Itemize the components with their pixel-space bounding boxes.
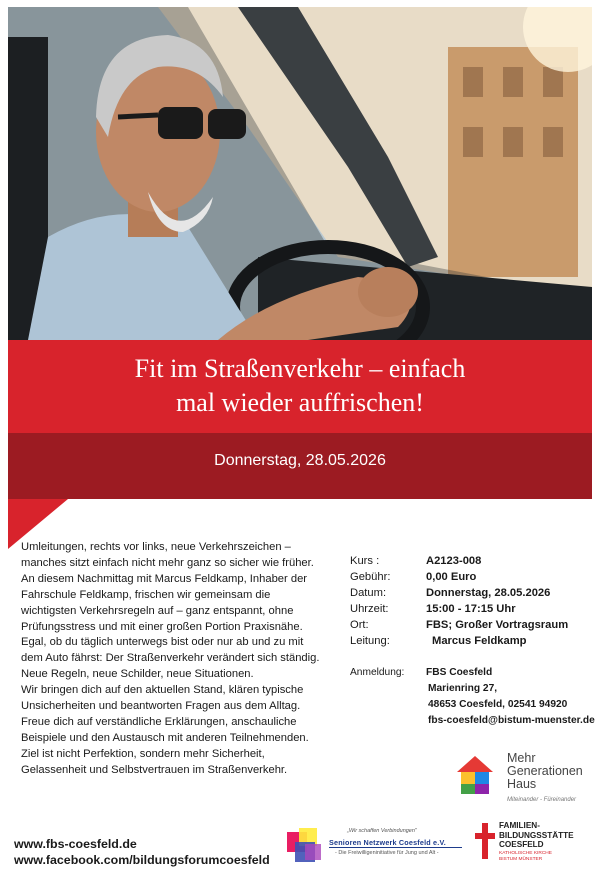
fbs-line-3: COESFELD xyxy=(499,840,544,849)
leitung-label: Leitung: xyxy=(350,635,390,647)
kurs-value: A2123-008 xyxy=(426,555,482,567)
fbs-sub-2: BISTUM MÜNSTER xyxy=(499,857,543,862)
fbs-coesfeld-logo xyxy=(475,821,595,866)
kurs-label: Kurs : xyxy=(350,555,380,567)
hero-photo xyxy=(8,7,592,340)
website-link[interactable]: www.fbs-coesfeld.de xyxy=(14,837,137,851)
registration-street: Marienring 27, xyxy=(428,683,498,694)
fbs-sub-1: KATHOLISCHE KIRCHE xyxy=(499,851,552,856)
sn-tagline: „Wir schaffen Verbindungen" xyxy=(347,828,417,834)
facebook-link[interactable]: www.facebook.com/bildungsforumcoesfeld xyxy=(14,853,270,867)
gebuehr-value: 0,00 Euro xyxy=(426,571,477,583)
paragraph: Ziel ist nicht Perfektion, sondern mehr Sicherheit, Gelassenheit und Selbstvertrauen im Straßenverkehr. xyxy=(21,747,288,776)
registration-city-phone: 48653 Coesfeld, 02541 94920 xyxy=(428,699,568,710)
sn-divider xyxy=(329,847,462,848)
ort-label: Ort: xyxy=(350,619,369,631)
datum-value: Donnerstag, 28.05.2026 xyxy=(426,587,551,599)
footer-links xyxy=(14,836,270,868)
headline-line-2: mal wieder auffrischen! xyxy=(176,388,424,417)
fbs-line-1: FAMILIEN- xyxy=(499,821,540,830)
fbs-subtitle xyxy=(499,851,552,863)
gebuehr-label: Gebühr: xyxy=(350,571,391,583)
paragraph: An diesem Nachmittag mit Marcus Feldkamp, Inhaber der Fahrschule Feldkamp, frischen wir gemeinsam die wichtigsten Verkehrsregeln auf – ganz entspannt, ohne Prüfungsstress und mit einer großen Portion Praxisnähe. xyxy=(21,572,308,633)
mgh-line-3: Haus xyxy=(507,777,537,791)
paragraph: Umleitungen, rechts vor links, neue Verkehrszeichen – manches sitzt einfach nicht mehr ganz so sicher wie früher. xyxy=(21,541,314,569)
mgh-title xyxy=(507,752,583,791)
registration-label: Anmeldung: xyxy=(350,667,405,678)
fbs-line-2: BILDUNGSSTÄTTE xyxy=(499,830,574,840)
uhrzeit-label: Uhrzeit: xyxy=(350,603,389,615)
fbs-title xyxy=(499,821,574,850)
senioren-netzwerk-logo xyxy=(287,826,467,866)
headline-line-1: Fit im Straßenverkehr – einfach xyxy=(134,354,466,383)
description-text xyxy=(21,540,326,779)
house-puzzle-icon xyxy=(455,754,501,794)
mgh-line-1: Mehr xyxy=(507,751,536,765)
paragraph: Wir bringen dich auf den aktuellen Stand, klären typische Unsicherheiten und beantworten Fragen aus dem Alltag. xyxy=(21,684,304,713)
colored-squares-icon xyxy=(287,828,325,864)
ort-value: FBS; Großer Vortragsraum xyxy=(426,619,569,631)
date-banner: Donnerstag, 28.05.2026 xyxy=(214,452,386,469)
paragraph: Freue dich auf verständliche Erklärungen, anschauliche Beispiele und den Austausch mit anderen Teilnehmenden. xyxy=(21,715,309,744)
leitung-value: Marcus Feldkamp xyxy=(432,635,527,647)
uhrzeit-value: 15:00 - 17:15 Uhr xyxy=(426,603,516,615)
paragraph: Egal, ob du täglich unterwegs bist oder nur ab und zu mit dem Auto fährst: Der Straßenverkehr verändert sich ständig. Neue Regeln, neue Schilder, neue Situationen. xyxy=(21,636,320,681)
sn-title: Senioren Netzwerk Coesfeld e.V. xyxy=(329,838,446,847)
headline xyxy=(8,352,592,420)
cross-icon xyxy=(475,823,495,859)
mehrgenerationenhaus-logo xyxy=(455,752,590,802)
registration-email: fbs-coesfeld@bistum-muenster.de xyxy=(428,715,595,726)
mgh-subtitle: Miteinander - Füreinander xyxy=(507,797,577,803)
registration-name: FBS Coesfeld xyxy=(426,667,493,678)
mgh-line-2: Generationen xyxy=(507,764,583,778)
datum-label: Datum: xyxy=(350,587,387,599)
sn-subtitle: - Die Freiwilligeninitiative für Jung und Alt - xyxy=(335,850,439,856)
driver-illustration xyxy=(8,7,592,340)
